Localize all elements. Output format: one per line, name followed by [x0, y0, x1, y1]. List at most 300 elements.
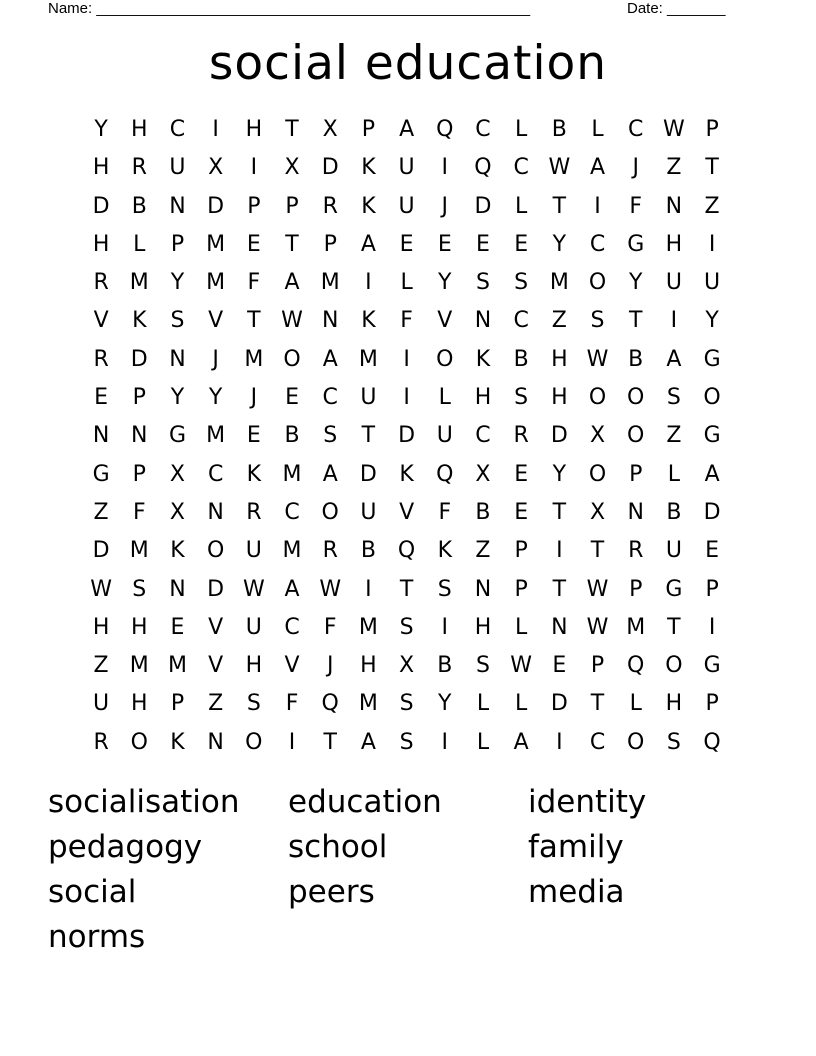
- grid-letter: L: [438, 385, 451, 411]
- grid-letter: S: [475, 653, 490, 679]
- grid-letter: V: [208, 653, 224, 679]
- grid-letter: H: [474, 385, 492, 411]
- grid-letter: T: [628, 308, 643, 334]
- grid-letter: M: [129, 538, 149, 564]
- grid-letter: E: [94, 385, 109, 411]
- grid-letter: R: [93, 729, 109, 755]
- grid-letter: I: [365, 270, 372, 296]
- grid-letter: X: [169, 499, 185, 525]
- grid-letter: G: [168, 423, 186, 449]
- grid-letter: J: [212, 346, 219, 372]
- grid-letter: Q: [321, 691, 339, 717]
- grid-letter: M: [244, 346, 264, 372]
- grid-letter: N: [321, 308, 339, 334]
- grid-letter: I: [670, 308, 678, 334]
- grid-letter: A: [666, 346, 682, 372]
- grid-letter: M: [206, 423, 226, 449]
- grid-letter: M: [129, 270, 149, 296]
- grid-letter: K: [399, 461, 414, 487]
- grid-letter: P: [247, 193, 261, 219]
- grid-letter: G: [92, 461, 110, 487]
- word-bank: [48, 780, 768, 960]
- grid-letter: Y: [552, 231, 567, 257]
- grid-letter: C: [628, 117, 644, 142]
- grid-letter: M: [129, 653, 149, 679]
- grid-letter: E: [246, 423, 261, 449]
- grid-letter: K: [132, 308, 147, 334]
- grid-letter: O: [627, 385, 645, 411]
- grid-letter: D: [359, 461, 377, 487]
- grid-letter: D: [550, 691, 568, 717]
- grid-letter: M: [206, 231, 226, 257]
- grid-letter: M: [206, 270, 226, 296]
- grid-letter: E: [246, 231, 261, 257]
- grid-letter: U: [360, 385, 377, 411]
- grid-letter: U: [245, 614, 262, 640]
- grid-letter: Y: [208, 385, 223, 411]
- grid-letter: M: [167, 653, 187, 679]
- grid-letter: W: [90, 576, 112, 602]
- grid-letter: E: [514, 231, 529, 257]
- grid-letter: H: [360, 653, 377, 679]
- grid-letter: S: [590, 308, 605, 334]
- grid-letter: V: [284, 653, 300, 679]
- word-bank-item: norms: [48, 919, 146, 955]
- word-bank-item: school: [288, 829, 388, 865]
- grid-letter: A: [322, 461, 338, 487]
- grid-letter: K: [170, 538, 185, 564]
- grid-letter: Y: [628, 270, 643, 296]
- grid-letter: N: [474, 308, 492, 334]
- grid-letter: O: [703, 385, 721, 411]
- grid-letter: R: [322, 538, 338, 564]
- grid-letter: I: [708, 614, 716, 640]
- grid-letter: T: [552, 499, 567, 525]
- grid-letter: Q: [436, 461, 454, 487]
- grid-letter: T: [361, 423, 376, 449]
- word-bank-item: peers: [288, 874, 375, 910]
- grid-letter: W: [510, 653, 533, 679]
- grid-letter: O: [436, 346, 454, 372]
- grid-letter: K: [361, 155, 376, 181]
- grid-letter: F: [629, 193, 643, 219]
- grid-letter: V: [399, 499, 415, 525]
- grid-letter: L: [629, 691, 642, 717]
- grid-letter: F: [400, 308, 413, 334]
- grid-letter: M: [358, 346, 378, 372]
- grid-letter: S: [475, 270, 490, 296]
- grid-letter: M: [626, 614, 646, 640]
- grid-letter: Y: [170, 385, 185, 411]
- grid-letter: C: [322, 385, 338, 411]
- grid-letter: O: [627, 729, 645, 755]
- grid-letter: Z: [93, 653, 109, 679]
- grid-letter: C: [475, 423, 491, 449]
- grid-letter: S: [246, 691, 261, 717]
- grid-letter: R: [322, 193, 338, 219]
- grid-letter: T: [285, 117, 299, 142]
- grid-letter: D: [321, 155, 339, 181]
- grid-letter: Y: [94, 117, 108, 142]
- grid-letter: D: [550, 423, 568, 449]
- grid-letter: Q: [703, 729, 721, 755]
- grid-letter: P: [323, 231, 337, 257]
- word-bank-item: identity: [528, 784, 647, 820]
- grid-letter: P: [629, 576, 643, 602]
- grid-letter: H: [131, 117, 148, 142]
- grid-letter: E: [170, 614, 185, 640]
- grid-letter: C: [513, 308, 529, 334]
- word-bank-item: education: [288, 784, 442, 820]
- grid-letter: G: [703, 346, 721, 372]
- grid-letter: N: [551, 614, 568, 640]
- grid-letter: G: [703, 653, 721, 679]
- grid-letter: X: [589, 499, 606, 525]
- grid-letter: T: [590, 691, 605, 717]
- grid-letter: I: [441, 729, 449, 755]
- grid-letter: R: [93, 346, 109, 372]
- grid-letter: U: [360, 499, 377, 525]
- grid-letter: L: [476, 729, 490, 755]
- grid-letter: S: [399, 614, 414, 640]
- grid-letter: T: [667, 614, 681, 640]
- grid-letter: X: [284, 155, 300, 181]
- grid-letter: H: [474, 614, 492, 640]
- grid-letter: A: [360, 729, 376, 755]
- grid-letter: K: [170, 729, 185, 755]
- grid-letter: D: [207, 193, 225, 219]
- grid-letter: Y: [705, 308, 719, 334]
- grid-letter: I: [212, 117, 219, 142]
- grid-letter: O: [665, 653, 683, 679]
- grid-letter: L: [400, 270, 413, 296]
- grid-letter: U: [169, 155, 186, 181]
- grid-letter: A: [284, 270, 300, 296]
- grid-letter: U: [665, 538, 682, 564]
- grid-letter: V: [208, 614, 224, 640]
- grid-letter: N: [169, 346, 186, 372]
- grid-letter: W: [242, 576, 265, 602]
- grid-letter: B: [131, 193, 147, 219]
- word-bank-item: socialisation: [48, 784, 240, 820]
- grid-letter: D: [92, 538, 110, 564]
- grid-letter: N: [131, 423, 148, 449]
- grid-letter: H: [665, 691, 683, 717]
- grid-letter: C: [284, 499, 300, 525]
- grid-letter: I: [288, 729, 296, 755]
- grid-letter: D: [474, 193, 492, 219]
- grid-letter: G: [665, 576, 683, 602]
- grid-letter: C: [589, 729, 606, 755]
- grid-letter: C: [589, 231, 606, 257]
- grid-letter: W: [548, 155, 571, 181]
- grid-letter: X: [475, 461, 491, 487]
- grid-letter: T: [285, 231, 299, 257]
- grid-letter: H: [551, 346, 568, 372]
- grid-letter: G: [627, 231, 645, 257]
- grid-letter: S: [666, 385, 681, 411]
- grid-letter: H: [92, 614, 110, 640]
- grid-letter: O: [588, 270, 607, 296]
- word-bank-item: social: [48, 874, 137, 910]
- grid-letter: J: [250, 385, 258, 411]
- grid-letter: D: [92, 193, 110, 219]
- grid-letter: J: [441, 193, 449, 219]
- grid-letter: L: [591, 117, 604, 142]
- grid-letter: O: [588, 385, 607, 411]
- word-bank-item: family: [528, 829, 624, 865]
- grid-letter: E: [705, 538, 720, 564]
- grid-letter: A: [322, 346, 338, 372]
- name-field-line: Name: ____________________________________________________: [48, 0, 531, 17]
- grid-letter: Z: [208, 691, 224, 717]
- grid-letter: T: [590, 538, 605, 564]
- grid-letter: I: [250, 155, 258, 181]
- grid-letter: X: [208, 155, 224, 181]
- grid-letter: S: [437, 576, 452, 602]
- grid-letter: M: [549, 270, 569, 296]
- grid-letter: I: [403, 346, 410, 372]
- word-bank-item: pedagogy: [48, 829, 203, 865]
- grid-letter: A: [590, 155, 606, 181]
- grid-letter: Y: [170, 270, 185, 296]
- grid-letter: B: [513, 346, 529, 372]
- grid-letter: S: [666, 729, 681, 755]
- grid-letter: U: [245, 538, 262, 564]
- grid-letter: L: [515, 193, 528, 219]
- grid-letter: B: [475, 499, 491, 525]
- grid-letter: E: [514, 499, 529, 525]
- grid-letter: H: [245, 653, 263, 679]
- grid-letter: Q: [436, 117, 454, 142]
- grid-letter: A: [399, 117, 415, 142]
- grid-letter: K: [246, 461, 262, 487]
- grid-letter: I: [441, 155, 449, 181]
- grid-letter: L: [515, 117, 528, 142]
- grid-letter: Z: [666, 155, 682, 181]
- grid-letter: D: [398, 423, 416, 449]
- grid-letter: P: [132, 385, 146, 411]
- grid-letter: E: [285, 385, 299, 411]
- grid-letter: S: [514, 270, 529, 296]
- grid-letter: P: [705, 117, 719, 142]
- grid-letter: T: [247, 308, 261, 334]
- grid-letter: Y: [552, 461, 567, 487]
- grid-letter: L: [667, 461, 681, 487]
- grid-letter: P: [705, 576, 719, 602]
- grid-letter: S: [514, 385, 529, 411]
- grid-letter: B: [666, 499, 682, 525]
- grid-letter: X: [589, 423, 606, 449]
- grid-letter: O: [206, 538, 225, 564]
- grid-letter: T: [399, 576, 414, 602]
- grid-letter: W: [586, 614, 609, 640]
- grid-letter: V: [208, 308, 224, 334]
- grid-letter: U: [665, 270, 682, 296]
- grid-letter: B: [284, 423, 300, 449]
- grid-letter: W: [663, 117, 685, 142]
- grid-letter: T: [323, 729, 337, 755]
- grid-letter: P: [705, 691, 719, 717]
- grid-letter: A: [360, 231, 376, 257]
- grid-letter: B: [360, 538, 376, 564]
- grid-letter: O: [321, 499, 339, 525]
- grid-letter: E: [399, 231, 414, 257]
- grid-letter: S: [323, 423, 338, 449]
- grid-letter: M: [320, 270, 340, 296]
- grid-letter: C: [284, 614, 300, 640]
- grid-letter: P: [514, 576, 528, 602]
- grid-letter: X: [322, 117, 338, 142]
- grid-letter: C: [207, 461, 224, 487]
- grid-letter: X: [169, 461, 185, 487]
- date-field-line: Date: _______: [627, 0, 726, 17]
- grid-letter: I: [365, 576, 372, 602]
- grid-letter: Z: [704, 193, 720, 219]
- grid-letter: M: [358, 614, 378, 640]
- grid-letter: D: [207, 576, 225, 602]
- grid-letter: V: [437, 308, 453, 334]
- grid-letter: S: [399, 729, 414, 755]
- grid-letter: X: [399, 653, 415, 679]
- grid-letter: N: [207, 729, 224, 755]
- grid-letter: T: [705, 155, 719, 181]
- grid-letter: H: [92, 155, 110, 181]
- grid-letter: W: [281, 308, 303, 334]
- grid-letter: A: [704, 461, 720, 487]
- grid-letter: H: [131, 691, 148, 717]
- grid-letter: P: [361, 117, 376, 142]
- grid-letter: U: [704, 270, 721, 296]
- grid-letter: D: [130, 346, 148, 372]
- grid-letter: B: [628, 346, 644, 372]
- grid-letter: Z: [93, 499, 109, 525]
- grid-letter: N: [207, 499, 224, 525]
- grid-letter: M: [358, 691, 378, 717]
- grid-letter: H: [92, 231, 110, 257]
- grid-letter: S: [170, 308, 185, 334]
- grid-letter: O: [283, 346, 301, 372]
- grid-letter: W: [586, 576, 609, 602]
- grid-letter: A: [284, 576, 300, 602]
- grid-letter: F: [323, 614, 337, 640]
- grid-letter: L: [476, 691, 490, 717]
- grid-letter: Z: [666, 423, 682, 449]
- grid-letter: O: [130, 729, 148, 755]
- grid-letter: Q: [397, 538, 416, 564]
- grid-letter: H: [665, 231, 683, 257]
- grid-letter: B: [551, 117, 567, 142]
- grid-letter: H: [551, 385, 568, 411]
- grid-letter: O: [588, 461, 607, 487]
- grid-letter: E: [514, 461, 529, 487]
- grid-letter: T: [552, 576, 567, 602]
- grid-letter: N: [169, 576, 186, 602]
- grid-letter: C: [475, 117, 491, 142]
- grid-letter: E: [552, 653, 567, 679]
- grid-letter: G: [703, 423, 721, 449]
- grid-letter: F: [247, 270, 261, 296]
- grid-letter: L: [133, 231, 146, 257]
- grid-letter: Q: [474, 155, 492, 181]
- grid-letter: J: [326, 653, 334, 679]
- grid-letter: O: [245, 729, 263, 755]
- grid-letter: I: [556, 729, 563, 755]
- grid-letter: N: [627, 499, 644, 525]
- grid-letter: I: [441, 614, 449, 640]
- grid-letter: Z: [551, 308, 567, 334]
- grid-letter: P: [590, 653, 605, 679]
- grid-letter: C: [513, 155, 529, 181]
- grid-letter: Z: [475, 538, 491, 564]
- grid-letter: L: [515, 614, 528, 640]
- grid-letter: C: [169, 117, 186, 142]
- grid-letter: H: [245, 117, 263, 142]
- grid-letter: E: [437, 231, 452, 257]
- grid-letter: N: [665, 193, 683, 219]
- grid-letter: W: [319, 576, 342, 602]
- grid-letter: I: [594, 193, 601, 219]
- grid-letter: L: [515, 691, 528, 717]
- word-search-grid: [82, 111, 731, 762]
- grid-letter: Q: [627, 653, 645, 679]
- grid-letter: H: [131, 614, 148, 640]
- grid-letter: N: [169, 193, 186, 219]
- grid-letter: P: [170, 691, 185, 717]
- grid-letter: P: [285, 193, 299, 219]
- grid-letter: U: [398, 193, 415, 219]
- grid-letter: F: [285, 691, 299, 717]
- grid-letter: S: [132, 576, 147, 602]
- grid-letter: P: [132, 461, 146, 487]
- grid-letter: I: [403, 385, 410, 411]
- grid-letter: P: [170, 231, 185, 257]
- grid-letter: R: [246, 499, 262, 525]
- grid-letter: U: [436, 423, 453, 449]
- grid-letter: A: [513, 729, 529, 755]
- grid-letter: R: [93, 270, 109, 296]
- grid-letter: D: [703, 499, 721, 525]
- grid-letter: R: [628, 538, 644, 564]
- grid-letter: Y: [438, 691, 452, 717]
- page-title: social education: [208, 36, 608, 91]
- grid-letter: O: [627, 423, 645, 449]
- grid-letter: I: [708, 231, 716, 257]
- grid-letter: W: [586, 346, 609, 372]
- grid-letter: K: [475, 346, 491, 372]
- grid-letter: B: [437, 653, 453, 679]
- grid-letter: I: [556, 538, 563, 564]
- grid-letter: K: [437, 538, 452, 564]
- grid-letter: U: [398, 155, 415, 181]
- grid-letter: N: [92, 423, 110, 449]
- grid-letter: F: [132, 499, 146, 525]
- grid-letter: K: [361, 193, 376, 219]
- grid-letter: P: [514, 538, 528, 564]
- grid-letter: V: [93, 308, 109, 334]
- grid-letter: R: [131, 155, 147, 181]
- word-bank-item: media: [528, 874, 625, 910]
- grid-letter: F: [438, 499, 452, 525]
- grid-letter: K: [361, 308, 376, 334]
- grid-letter: R: [513, 423, 529, 449]
- grid-letter: N: [474, 576, 492, 602]
- grid-letter: P: [629, 461, 643, 487]
- grid-letter: J: [632, 155, 639, 181]
- grid-letter: U: [93, 691, 110, 717]
- grid-letter: S: [399, 691, 414, 717]
- grid-letter: M: [282, 461, 302, 487]
